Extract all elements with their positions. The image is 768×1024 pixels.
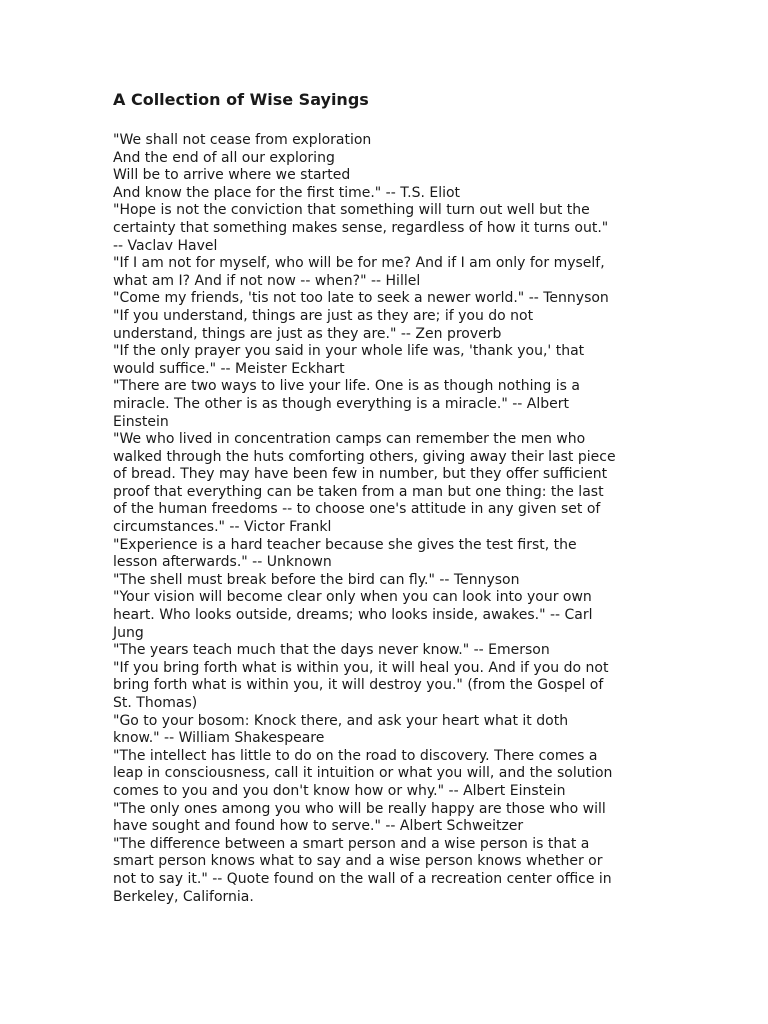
text-line: "We who lived in concentration camps can remember the men who [113,431,586,448]
text-line: not to say it." -- Quote found on the wall of a recreation center office in [113,870,612,887]
text-line: Einstein [113,413,169,430]
text-line: "Experience is a hard teacher because she gives the test first, the [113,536,577,553]
text-line: And the end of all our exploring [113,149,335,166]
text-line: -- Vaclav Havel [113,237,218,254]
text-line: walked through the huts comforting others, giving away their last piece [113,448,616,465]
text-line: miracle. The other is as though everything is a miracle." -- Albert [113,395,570,412]
text-line: what am I? And if not now -- when?" -- Hillel [113,272,421,289]
text-line: leap in consciousness, call it intuition or what you will, and the solution [113,765,613,782]
text-line: "If you bring forth what is within you, it will heal you. And if you do not [113,659,609,676]
document-page [113,88,658,906]
document-title: A Collection of Wise Sayings [113,90,369,109]
text-line: lesson afterwards." -- Unknown [113,554,332,571]
text-line: have sought and found how to serve." -- Albert Schweitzer [113,818,524,835]
text-line: "If I am not for myself, who will be for me? And if I am only for myself, [113,255,605,272]
text-line: "Your vision will become clear only when you can look into your own [113,589,592,606]
text-line: "The only ones among you who will be really happy are those who will [113,800,606,817]
text-line: "If the only prayer you said in your whole life was, 'thank you,' that [113,343,585,360]
text-line: would suffice." -- Meister Eckhart [113,360,345,377]
text-line: "Come my friends, 'tis not too late to seek a newer world." -- Tennyson [113,290,609,307]
text-line: of the human freedoms -- to choose one's attitude in any given set of [113,501,601,518]
text-line: "If you understand, things are just as they are; if you do not [113,307,534,324]
text-line: "The shell must break before the bird can fly." -- Tennyson [113,571,520,588]
text-line: know." -- William Shakespeare [113,730,325,747]
text-line: comes to you and you don't know how or why." -- Albert Einstein [113,782,566,799]
document-body [113,132,658,906]
text-line: understand, things are just as they are." -- Zen proverb [113,325,502,342]
text-line: "There are two ways to live your life. One is as though nothing is a [113,378,580,395]
text-line: proof that everything can be taken from a man but one thing: the last [113,483,604,500]
text-line: Will be to arrive where we started [113,167,351,184]
text-line: "The years teach much that the days never know." -- Emerson [113,642,550,659]
text-line: "Hope is not the conviction that something will turn out well but the [113,202,590,219]
text-line: St. Thomas) [113,695,198,711]
text-line: And know the place for the first time." -- T.S. Eliot [113,184,461,201]
text-line: certainty that something makes sense, regardless of how it turns out." [113,219,609,236]
text-line: bring forth what is within you, it will destroy you." (from the Gospel of [113,677,604,694]
text-line: smart person knows what to say and a wise person knows whether or [113,853,603,870]
text-line: "We shall not cease from exploration [113,132,372,148]
text-line: "Go to your bosom: Knock there, and ask your heart what it doth [113,712,569,729]
text-line: "The intellect has little to do on the road to discovery. There comes a [113,747,598,764]
text-line: heart. Who looks outside, dreams; who looks inside, awakes." -- Carl [113,607,593,624]
text-line: Berkeley, California. [113,888,254,905]
text-line: of bread. They may have been few in number, but they offer sufficient [113,466,608,483]
text-line: circumstances." -- Victor Frankl [113,519,332,536]
text-line: Jung [113,624,144,641]
text-line: "The difference between a smart person and a wise person is that a [113,835,590,852]
